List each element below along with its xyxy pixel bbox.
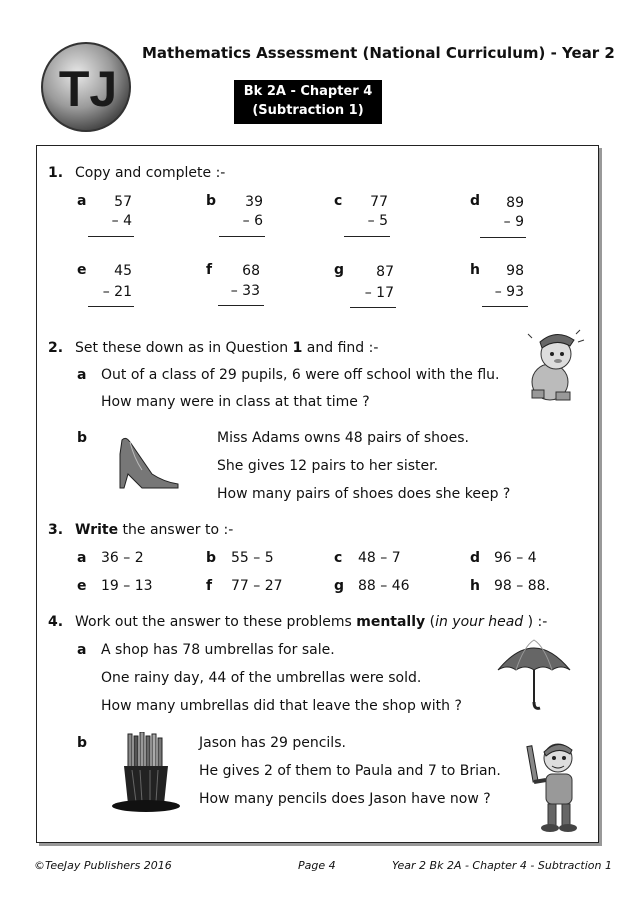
q2b-line3: How many pairs of shoes does she keep ? [217, 486, 511, 502]
q3-expr: 77 – 27 [231, 578, 283, 594]
boy-with-pencil-cartoon-icon [524, 736, 586, 836]
q1-letter: e [77, 262, 87, 278]
q3-letter: c [334, 550, 343, 566]
q1-top: 77 [370, 194, 388, 210]
svg-text:TJ: TJ [58, 61, 118, 117]
q1-bottom: – 5 [367, 213, 388, 229]
q3-expr: 48 – 7 [358, 550, 401, 566]
q1-text: Copy and complete :- [75, 165, 226, 181]
q4b-letter: b [77, 735, 88, 751]
q3-letter: h [470, 578, 480, 594]
answer-line [482, 306, 528, 307]
q1-letter: a [77, 193, 87, 209]
q1-bottom: – 33 [230, 283, 260, 299]
q3-text: Write the answer to :- [75, 522, 234, 538]
q3-expr: 36 – 2 [101, 550, 144, 566]
q4b-line1: Jason has 29 pencils. [199, 735, 346, 751]
q2a-line1: Out of a class of 29 pupils, 6 were off school with the flu. [101, 367, 500, 383]
q3-expr: 96 – 4 [494, 550, 537, 566]
footer-copyright: ©TeeJay Publishers 2016 [34, 859, 172, 872]
q1-bottom: – 9 [503, 214, 524, 230]
q1-bottom: – 17 [364, 285, 394, 301]
q2b-line2: She gives 12 pairs to her sister. [217, 458, 439, 474]
q2b-letter: b [77, 430, 88, 446]
q4a-letter: a [77, 642, 87, 658]
q1-top: 98 [506, 263, 524, 279]
q1-top: 68 [242, 263, 260, 279]
q2-text: Set these down as in Question 1 and find :- [75, 340, 379, 356]
q1-top: 87 [376, 264, 394, 280]
q2a-letter: a [77, 367, 87, 383]
high-heel-shoe-icon [112, 434, 182, 490]
q3-letter: d [470, 550, 481, 566]
q1-top: 89 [506, 195, 524, 211]
q1-letter: c [334, 193, 343, 209]
answer-line [88, 306, 134, 307]
q3-expr: 88 – 46 [358, 578, 410, 594]
q1-top: 39 [245, 194, 263, 210]
q1-letter: f [206, 262, 213, 278]
q3-number: 3. [48, 522, 64, 538]
q1-letter: h [470, 262, 480, 278]
footer-page: Page 4 [298, 859, 336, 872]
q3-letter: e [77, 578, 87, 594]
umbrella-icon [494, 636, 574, 712]
q3-letter: b [206, 550, 217, 566]
sick-boy-cartoon-icon [520, 328, 586, 404]
answer-line [480, 237, 526, 238]
answer-line [219, 236, 265, 237]
q4a-line1: A shop has 78 umbrellas for sale. [101, 642, 335, 658]
answer-line [350, 307, 396, 308]
q1-bottom: – 4 [111, 213, 132, 229]
q4-text: Work out the answer to these problems mentally (in your head ) :- [75, 614, 548, 630]
q1-number: 1. [48, 165, 64, 181]
q4b-line2: He gives 2 of them to Paula and 7 to Brian. [199, 763, 501, 779]
page-title: Mathematics Assessment (National Curriculum) - Year 2 [142, 44, 615, 62]
q4-number: 4. [48, 614, 64, 630]
q1-bottom: – 93 [494, 284, 524, 300]
q3-expr: 98 – 88. [494, 578, 550, 594]
q2-number: 2. [48, 340, 64, 356]
answer-line [88, 236, 134, 237]
q4b-line3: How many pencils does Jason have now ? [199, 791, 491, 807]
q4a-line2: One rainy day, 44 of the umbrellas were sold. [101, 670, 422, 686]
footer-chapter: Year 2 Bk 2A - Chapter 4 - Subtraction 1 [392, 859, 612, 872]
q1-letter: d [470, 193, 481, 209]
pencil-pot-icon [110, 732, 180, 816]
q2a-line2: How many were in class at that time ? [101, 394, 370, 410]
q1-letter: b [206, 193, 217, 209]
q3-letter: a [77, 550, 87, 566]
q2b-line1: Miss Adams owns 48 pairs of shoes. [217, 430, 469, 446]
chapter-label: Bk 2A - Chapter 4 (Subtraction 1) [234, 80, 382, 124]
q1-bottom: – 6 [242, 213, 263, 229]
q1-top: 57 [114, 194, 132, 210]
q3-letter: g [334, 578, 345, 594]
q1-bottom: – 21 [102, 284, 132, 300]
q3-letter: f [206, 578, 213, 594]
q3-expr: 55 – 5 [231, 550, 274, 566]
teejay-logo [38, 40, 134, 134]
q1-letter: g [334, 262, 345, 278]
q4a-line3: How many umbrellas did that leave the shop with ? [101, 698, 462, 714]
answer-line [218, 305, 264, 306]
q3-expr: 19 – 13 [101, 578, 153, 594]
q1-top: 45 [114, 263, 132, 279]
answer-line [344, 236, 390, 237]
